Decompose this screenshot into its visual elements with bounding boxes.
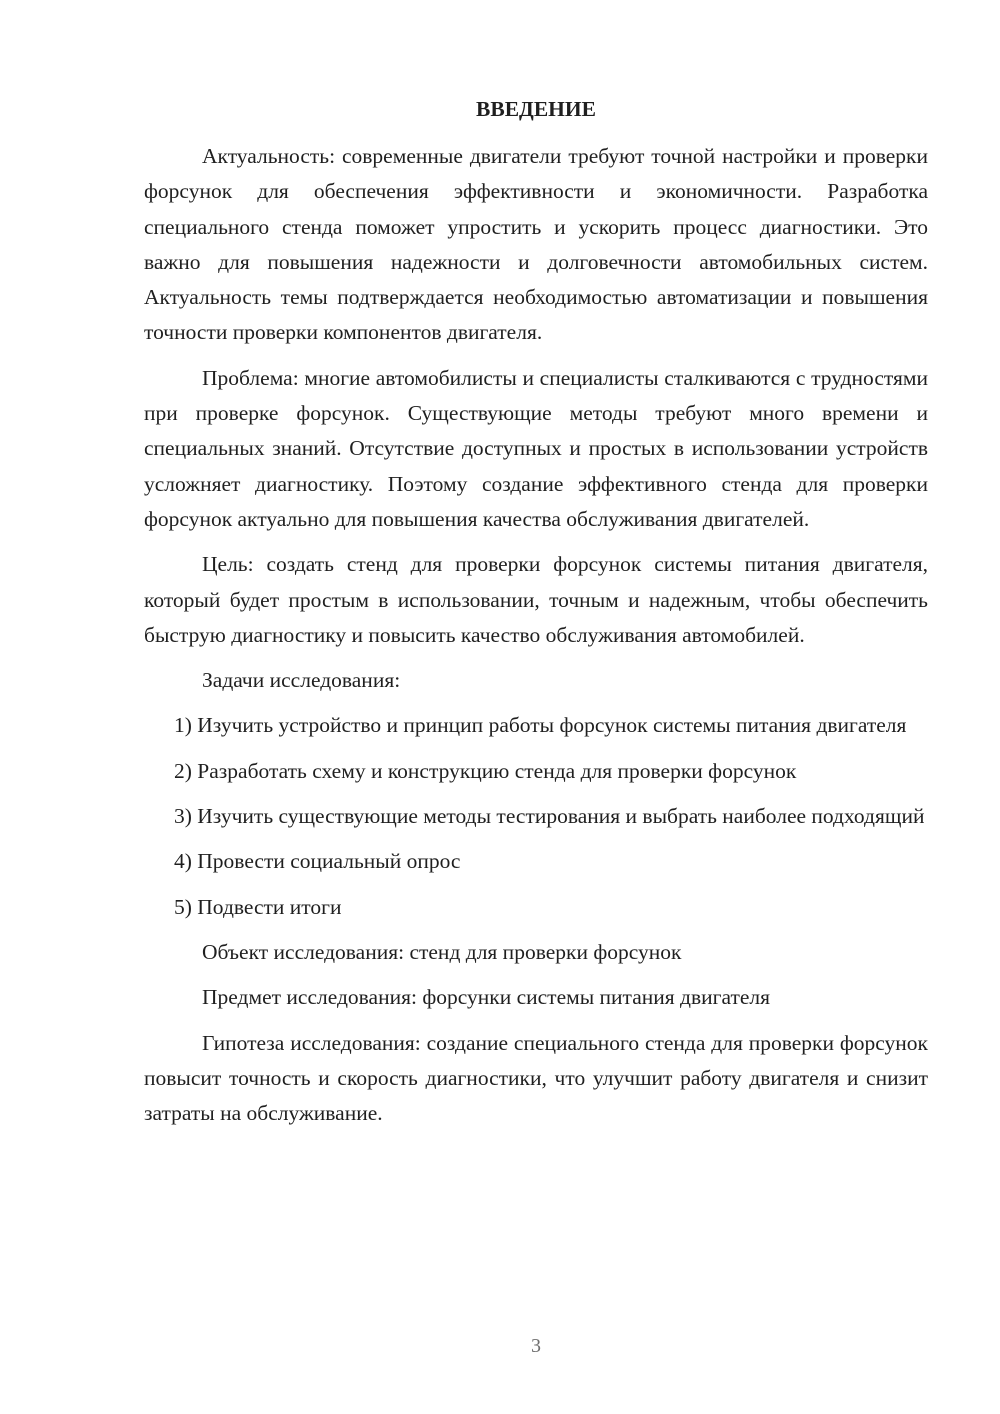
paragraph-problem: Проблема: многие автомобилисты и специалисты сталкиваются с трудностями при проверке форсунок. Существующие методы требуют много времени и специальных знаний. Отсутствие доступных и простых в использовании устройств усложняет диагностику. Поэтому создание эффективного стенда для проверки форсунок актуально для повышения качества обслуживания двигателей. (144, 365, 928, 531)
task-item: 5) Подвести итоги (174, 894, 342, 919)
tasks-heading: Задачи исследования: (202, 668, 401, 693)
task-item: 1) Изучить устройство и принцип работы форсунок системы питания двигателя (174, 713, 907, 738)
page-number: 3 (531, 1335, 541, 1357)
page-title: ВВЕДЕНИЕ (476, 97, 596, 121)
task-item: 4) Провести социальный опрос (174, 849, 461, 874)
paragraph-relevance: Актуальность: современные двигатели требуют точной настройки и проверки форсунок для обеспечения эффективности и экономичности. Разработка специального стенда поможет упростить и ускорить процесс диагностики. Это важно для повышения надежности и долговечности автомобильных систем. Актуальность темы подтверждается необходимостью автоматизации и повышения точности проверки компонентов двигателя. (144, 144, 928, 345)
research-object: Объект исследования: стенд для проверки форсунок (202, 939, 682, 964)
task-item: 2) Разработать схему и конструкцию стенда для проверки форсунок (174, 758, 797, 783)
document-body (144, 92, 928, 1141)
paragraph-goal: Цель: создать стенд для проверки форсунок системы питания двигателя, который будет простым в использовании, точным и надежным, чтобы обеспечить быструю диагностику и повысить качество обслуживания автомобилей. (144, 552, 928, 647)
research-hypothesis: Гипотеза исследования: создание специального стенда для проверки форсунок повысит точность и скорость диагностики, что улучшит работу двигателя и снизит затраты на обслуживание. (144, 1030, 928, 1126)
task-item: 3) Изучить существующие методы тестирования и выбрать наиболее подходящий (174, 804, 925, 829)
research-subject: Предмет исследования: форсунки системы питания двигателя (202, 985, 770, 1010)
